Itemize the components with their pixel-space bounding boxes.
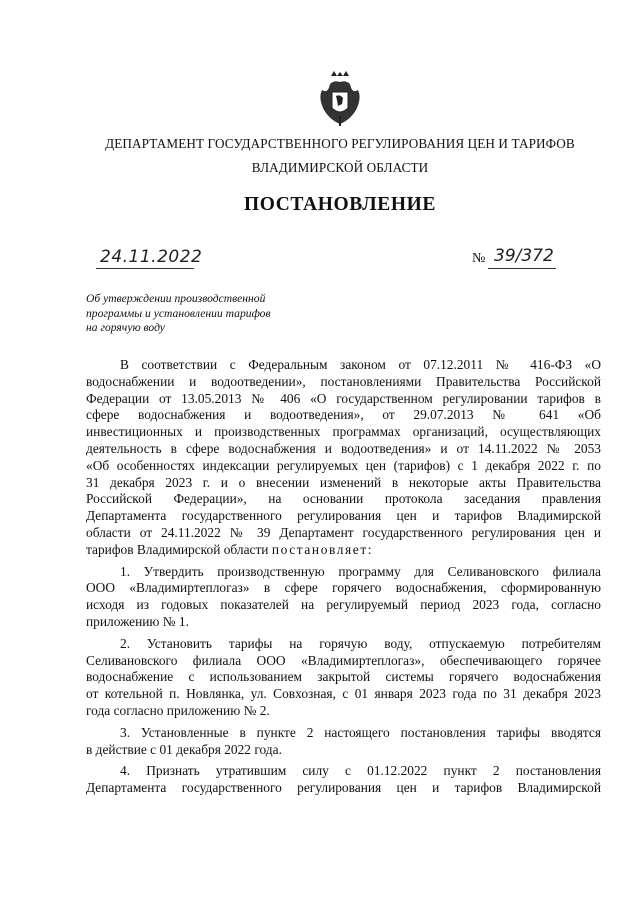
text-line: сфере водоснабжения и водоотведения», от 29.07.2013 № 641 «Об bbox=[86, 407, 601, 423]
subject-line: программы и установлении тарифов bbox=[86, 306, 271, 320]
text-line: года согласно приложению № 2. bbox=[86, 702, 270, 718]
department-name-line1: ДЕПАРТАМЕНТ ГОСУДАРСТВЕННОГО РЕГУЛИРОВАНИЯ ЦЕН И ТАРИФОВ bbox=[105, 136, 575, 151]
date-underline bbox=[96, 268, 194, 269]
text-line: Селивановского филиала ООО «Владимиртеплогаз», обеспечивающего горячее bbox=[86, 652, 601, 668]
text-line: приложению № 1. bbox=[86, 613, 189, 629]
resolves-keyword: постановляет bbox=[271, 541, 368, 557]
text-line: 1. Утвердить производственную программу для Селивановского филиала bbox=[120, 563, 601, 579]
coat-of-arms-icon bbox=[316, 70, 364, 128]
department-name-line2: ВЛАДИМИРСКОЙ ОБЛАСТИ bbox=[251, 160, 429, 175]
text-line: 31 декабря 2023 г. и о внесении изменений в некоторые акты Правительства bbox=[86, 474, 601, 490]
text-line: в действие с 01 декабря 2022 года. bbox=[86, 741, 282, 757]
text-line: 2. Установить тарифы на горячую воду, отпускаемую потребителям bbox=[120, 635, 601, 651]
number-label: № bbox=[472, 251, 486, 266]
text-line: исходя из годовых показателей на регулируемый период 2023 года, согласно bbox=[86, 597, 601, 613]
document-subject bbox=[86, 292, 316, 336]
text-fragment: тарифов Владимирской области bbox=[86, 541, 272, 557]
text-line: деятельность в сфере водоснабжения и водоотведения» и от 14.11.2022 № 2053 bbox=[86, 440, 601, 456]
text-line: Федерации от 13.05.2013 № 406 «О государственном регулировании тарифов в bbox=[86, 390, 601, 406]
text-line: области от 24.11.2022 № 39 Департамент государственного регулирования цен и bbox=[86, 524, 601, 540]
number-underline bbox=[488, 268, 556, 269]
text-line: от котельной п. Новлянка, ул. Совхозная, с 01 января 2023 года по 31 декабря 2023 bbox=[86, 686, 601, 702]
document-title: ПОСТАНОВЛЕНИЕ bbox=[243, 194, 437, 215]
text-line: Департамента государственного регулирования цен и тарифов Владимирской bbox=[86, 508, 601, 524]
text-line: инвестиционных и производственных программах организаций, осуществляющих bbox=[86, 424, 601, 440]
text-fragment: : bbox=[367, 541, 372, 557]
text-line: Российской Федерации», на основании протокола заседания правления bbox=[86, 491, 601, 507]
text-line: водоснабжение с использованием закрытой системы горячего водоснабжения bbox=[86, 669, 601, 685]
text-line: «Об особенностях индексации регулируемых цен (тарифов) с 1 декабря 2022 г. по bbox=[86, 457, 601, 473]
text-line: 4. Признать утратившим силу с 01.12.2022 пункт 2 постановления bbox=[120, 763, 601, 779]
text-line: Департамента государственного регулирования цен и тарифов Владимирской bbox=[86, 780, 601, 796]
text-line: водоснабжении и водоотведении», постановлениями Правительства Российской bbox=[86, 373, 601, 389]
subject-line: на горячую воду bbox=[86, 321, 165, 334]
document-date: 24.11.2022 bbox=[100, 247, 203, 267]
document-body bbox=[86, 357, 601, 797]
text-line bbox=[86, 542, 601, 559]
text-line: 3. Установленные в пункте 2 настоящего постановления тарифы вводятся bbox=[120, 724, 601, 740]
text-line: ООО «Владимиртеплогаз» в сфере горячего водоснабжения, сформированную bbox=[86, 580, 601, 596]
subject-line: Об утверждении производственной bbox=[86, 292, 266, 305]
document-number: 39/372 bbox=[494, 246, 554, 266]
text-line: В соответствии с Федеральным законом от 07.12.2011 № 416-ФЗ «О bbox=[120, 357, 601, 372]
